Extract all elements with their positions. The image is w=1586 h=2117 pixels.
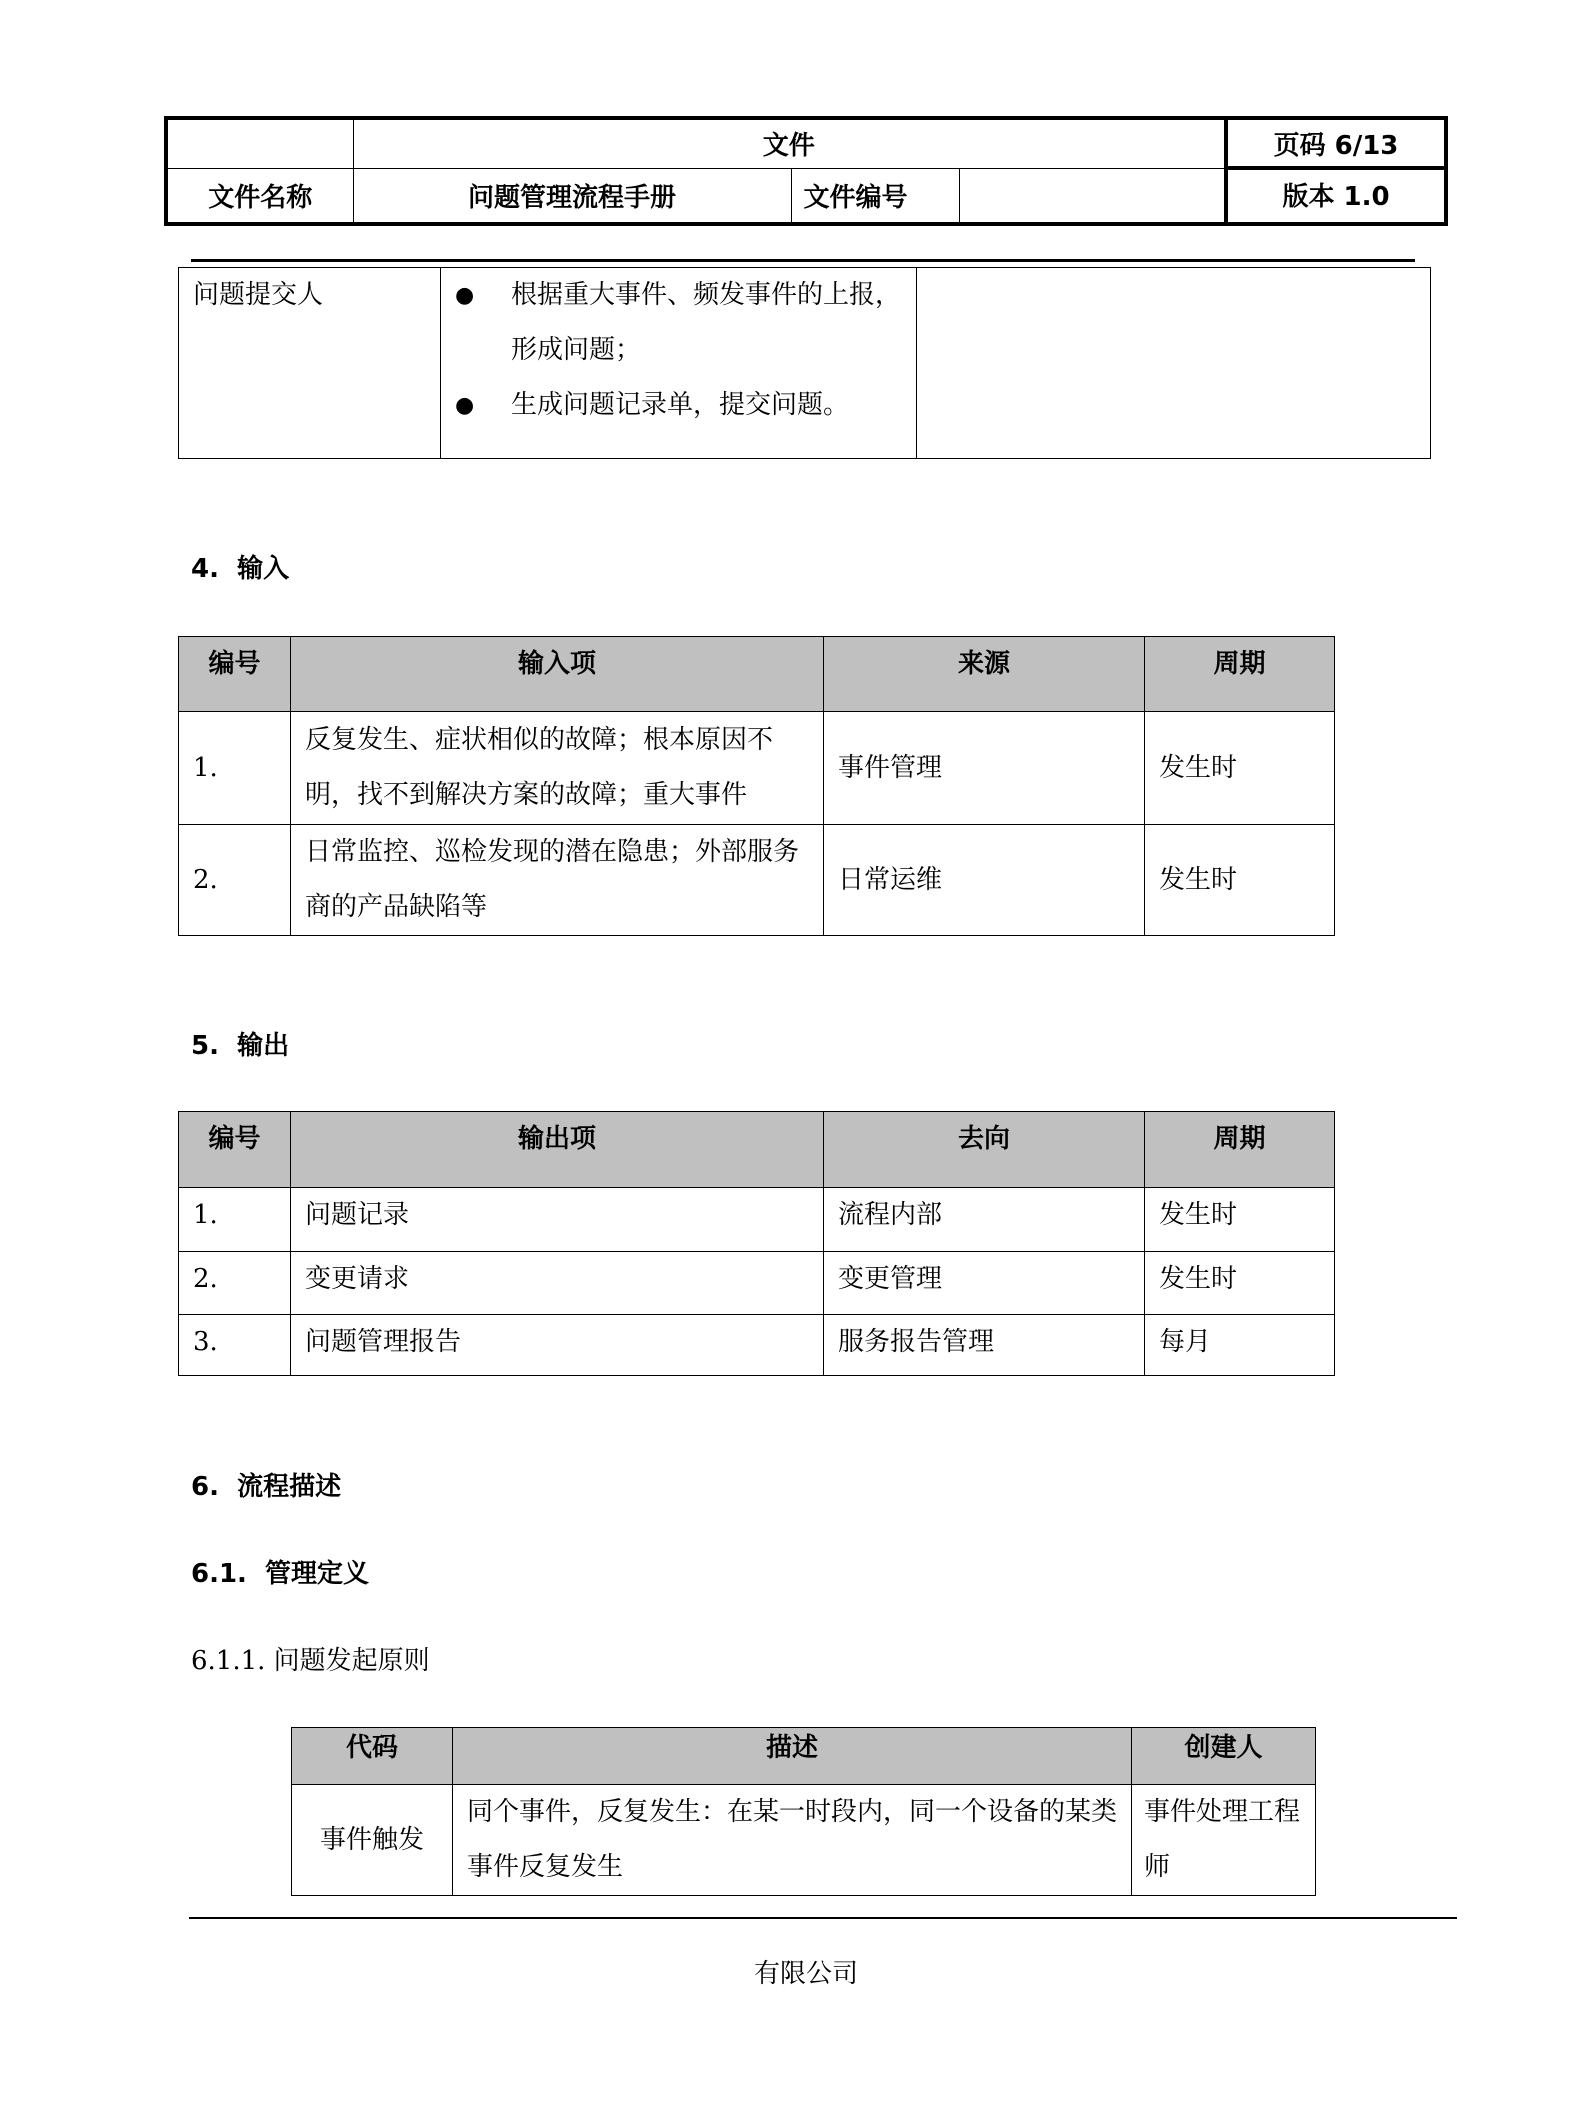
document-header <box>164 116 1448 226</box>
footer-company: 有限公司 <box>753 1959 858 1989</box>
output-table <box>178 1111 1335 1376</box>
cell: 变更请求 <box>291 1252 824 1315</box>
cell: 问题记录 <box>291 1188 824 1252</box>
cell: 反复发生、症状相似的故障；根本原因不明，找不到解决方案的故障；重大事件 <box>291 712 824 825</box>
section-6-title: 6. 流程描述 <box>191 1472 342 1502</box>
cell: 2. <box>179 1252 291 1315</box>
cell: 同个事件，反复发生：在某一时段内，同一个设备的某类事件反复发生 <box>453 1785 1132 1896</box>
cell: 每月 <box>1145 1315 1335 1376</box>
header-doc-label: 文件 <box>353 118 1226 168</box>
principle-table <box>291 1727 1316 1896</box>
col-header: 输出项 <box>291 1112 824 1188</box>
header-number-value <box>959 168 1226 224</box>
duty-item: ● 生成问题记录单，提交问题。 <box>455 378 902 433</box>
table-row <box>179 1315 1335 1376</box>
role-table <box>178 267 1431 459</box>
table-row <box>179 825 1335 936</box>
section-6-1-1-title: 6.1.1. 问题发起原则 <box>191 1646 430 1676</box>
col-header: 创建人 <box>1132 1728 1316 1785</box>
input-table <box>178 636 1335 936</box>
col-header: 描述 <box>453 1728 1132 1785</box>
duty-item: ● 根据重大事件、频发事件的上报，形成问题； <box>455 268 902 378</box>
cell: 1. <box>179 712 291 825</box>
role-name: 问题提交人 <box>179 268 441 459</box>
header-version: 版本 1.0 <box>1226 168 1446 224</box>
cell: 事件处理工程师 <box>1132 1785 1316 1896</box>
table-row <box>179 1188 1335 1252</box>
cell: 发生时 <box>1145 712 1335 825</box>
cell: 发生时 <box>1145 1188 1335 1252</box>
cell: 发生时 <box>1145 1252 1335 1315</box>
cell: 流程内部 <box>824 1188 1145 1252</box>
header-rule <box>191 259 1415 262</box>
header-page: 页码 6/13 <box>1226 118 1446 168</box>
cell: 3. <box>179 1315 291 1376</box>
cell: 问题管理报告 <box>291 1315 824 1376</box>
cell: 2. <box>179 825 291 936</box>
col-header: 代码 <box>292 1728 453 1785</box>
header-name-label: 文件名称 <box>166 168 353 224</box>
col-header: 去向 <box>824 1112 1145 1188</box>
section-5-title: 5. 输出 <box>191 1031 290 1061</box>
col-header: 编号 <box>179 637 291 712</box>
section-6-1-title: 6.1. 管理定义 <box>191 1559 370 1589</box>
col-header: 周期 <box>1145 1112 1335 1188</box>
col-header: 来源 <box>824 637 1145 712</box>
table-row <box>179 712 1335 825</box>
cell: 事件触发 <box>292 1785 453 1896</box>
cell: 变更管理 <box>824 1252 1145 1315</box>
cell: 日常运维 <box>824 825 1145 936</box>
header-blank <box>166 118 353 168</box>
cell: 事件管理 <box>824 712 1145 825</box>
col-header: 周期 <box>1145 637 1335 712</box>
table-row <box>179 1252 1335 1315</box>
footer-rule <box>189 1917 1457 1919</box>
table-row <box>292 1785 1316 1896</box>
role-duties <box>441 268 917 459</box>
header-number-label: 文件编号 <box>791 168 959 224</box>
cell: 1. <box>179 1188 291 1252</box>
col-header: 输入项 <box>291 637 824 712</box>
section-4-title: 4. 输入 <box>191 554 290 584</box>
cell: 服务报告管理 <box>824 1315 1145 1376</box>
col-header: 编号 <box>179 1112 291 1188</box>
role-note <box>917 268 1431 459</box>
cell: 发生时 <box>1145 825 1335 936</box>
header-name-value: 问题管理流程手册 <box>353 168 791 224</box>
cell: 日常监控、巡检发现的潜在隐患；外部服务商的产品缺陷等 <box>291 825 824 936</box>
